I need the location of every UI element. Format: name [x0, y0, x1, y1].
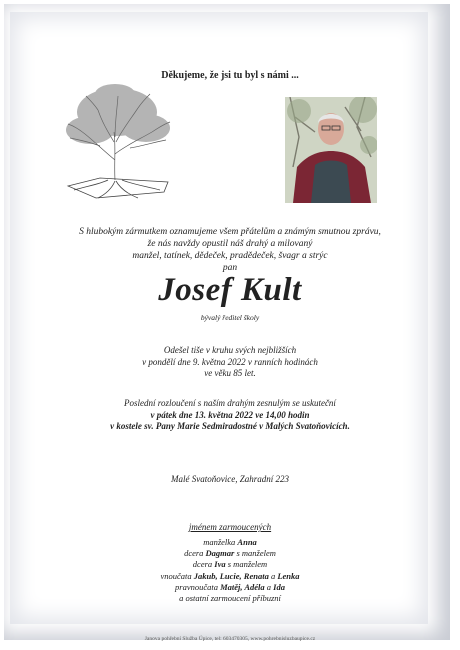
- deceased-name: Josef Kult: [158, 272, 302, 308]
- deceased-photo: [285, 97, 377, 203]
- death-notice: [0, 345, 460, 380]
- address: Malé Svatoňovice, Zahradní 223: [171, 474, 289, 484]
- funeral-service-footer: Janova pohřební Služba Úpice, tel: 603470305, www.pohrebnisluzbaupice.cz: [144, 636, 316, 642]
- funeral-date: v pátek dne 13. května 2022 ve 14,00 hodin: [150, 409, 310, 420]
- funeral-intro: Poslední rozloučení s naším drahým zesnulým se uskuteční: [124, 398, 336, 408]
- family-member: a ostatní zarmoucení příbuzní: [179, 593, 281, 604]
- tree-illustration: [60, 82, 175, 202]
- death-line: v pondělí dne 9. května 2022 v ranních hodinách: [142, 356, 318, 367]
- family-member: manželka Anna: [203, 537, 257, 547]
- intro-line: že nás navždy opustil náš drahý a milovaný: [147, 239, 313, 249]
- funeral-notice: [0, 398, 460, 433]
- intro-line: S hlubokým zármutkem oznamujeme všem přátelům a známým smutnou zprávu,: [79, 227, 381, 237]
- intro-line: manžel, tatínek, dědeček, pradědeček, švagr a strýc: [132, 251, 328, 261]
- family-member: vnoučata Jakub, Lucie, Renata a Lenka: [160, 570, 300, 581]
- death-line: ve věku 85 let.: [204, 368, 256, 378]
- mourners-heading: jménem zarmoucených: [188, 522, 272, 532]
- funeral-place: v kostele sv. Pany Marie Sedmiradostné v Malých Svatoňovicích.: [110, 421, 350, 431]
- motto: Děkujeme, že jsi tu byl s námi ...: [161, 70, 299, 81]
- family-member: dcera Iva s manželem: [192, 559, 268, 570]
- family-list: [0, 537, 460, 604]
- former-title: bývalý ředitel školy: [200, 313, 260, 322]
- family-member: pravnoučata Matěj, Adéla a Ida: [175, 581, 285, 592]
- intro-line: pan: [222, 263, 238, 273]
- death-line: Odešel tiše v kruhu svých nejbližších: [163, 345, 297, 355]
- family-member: dcera Dagmar s manželem: [184, 548, 276, 559]
- portrait-image: [285, 97, 377, 203]
- announcement-text: [0, 226, 460, 274]
